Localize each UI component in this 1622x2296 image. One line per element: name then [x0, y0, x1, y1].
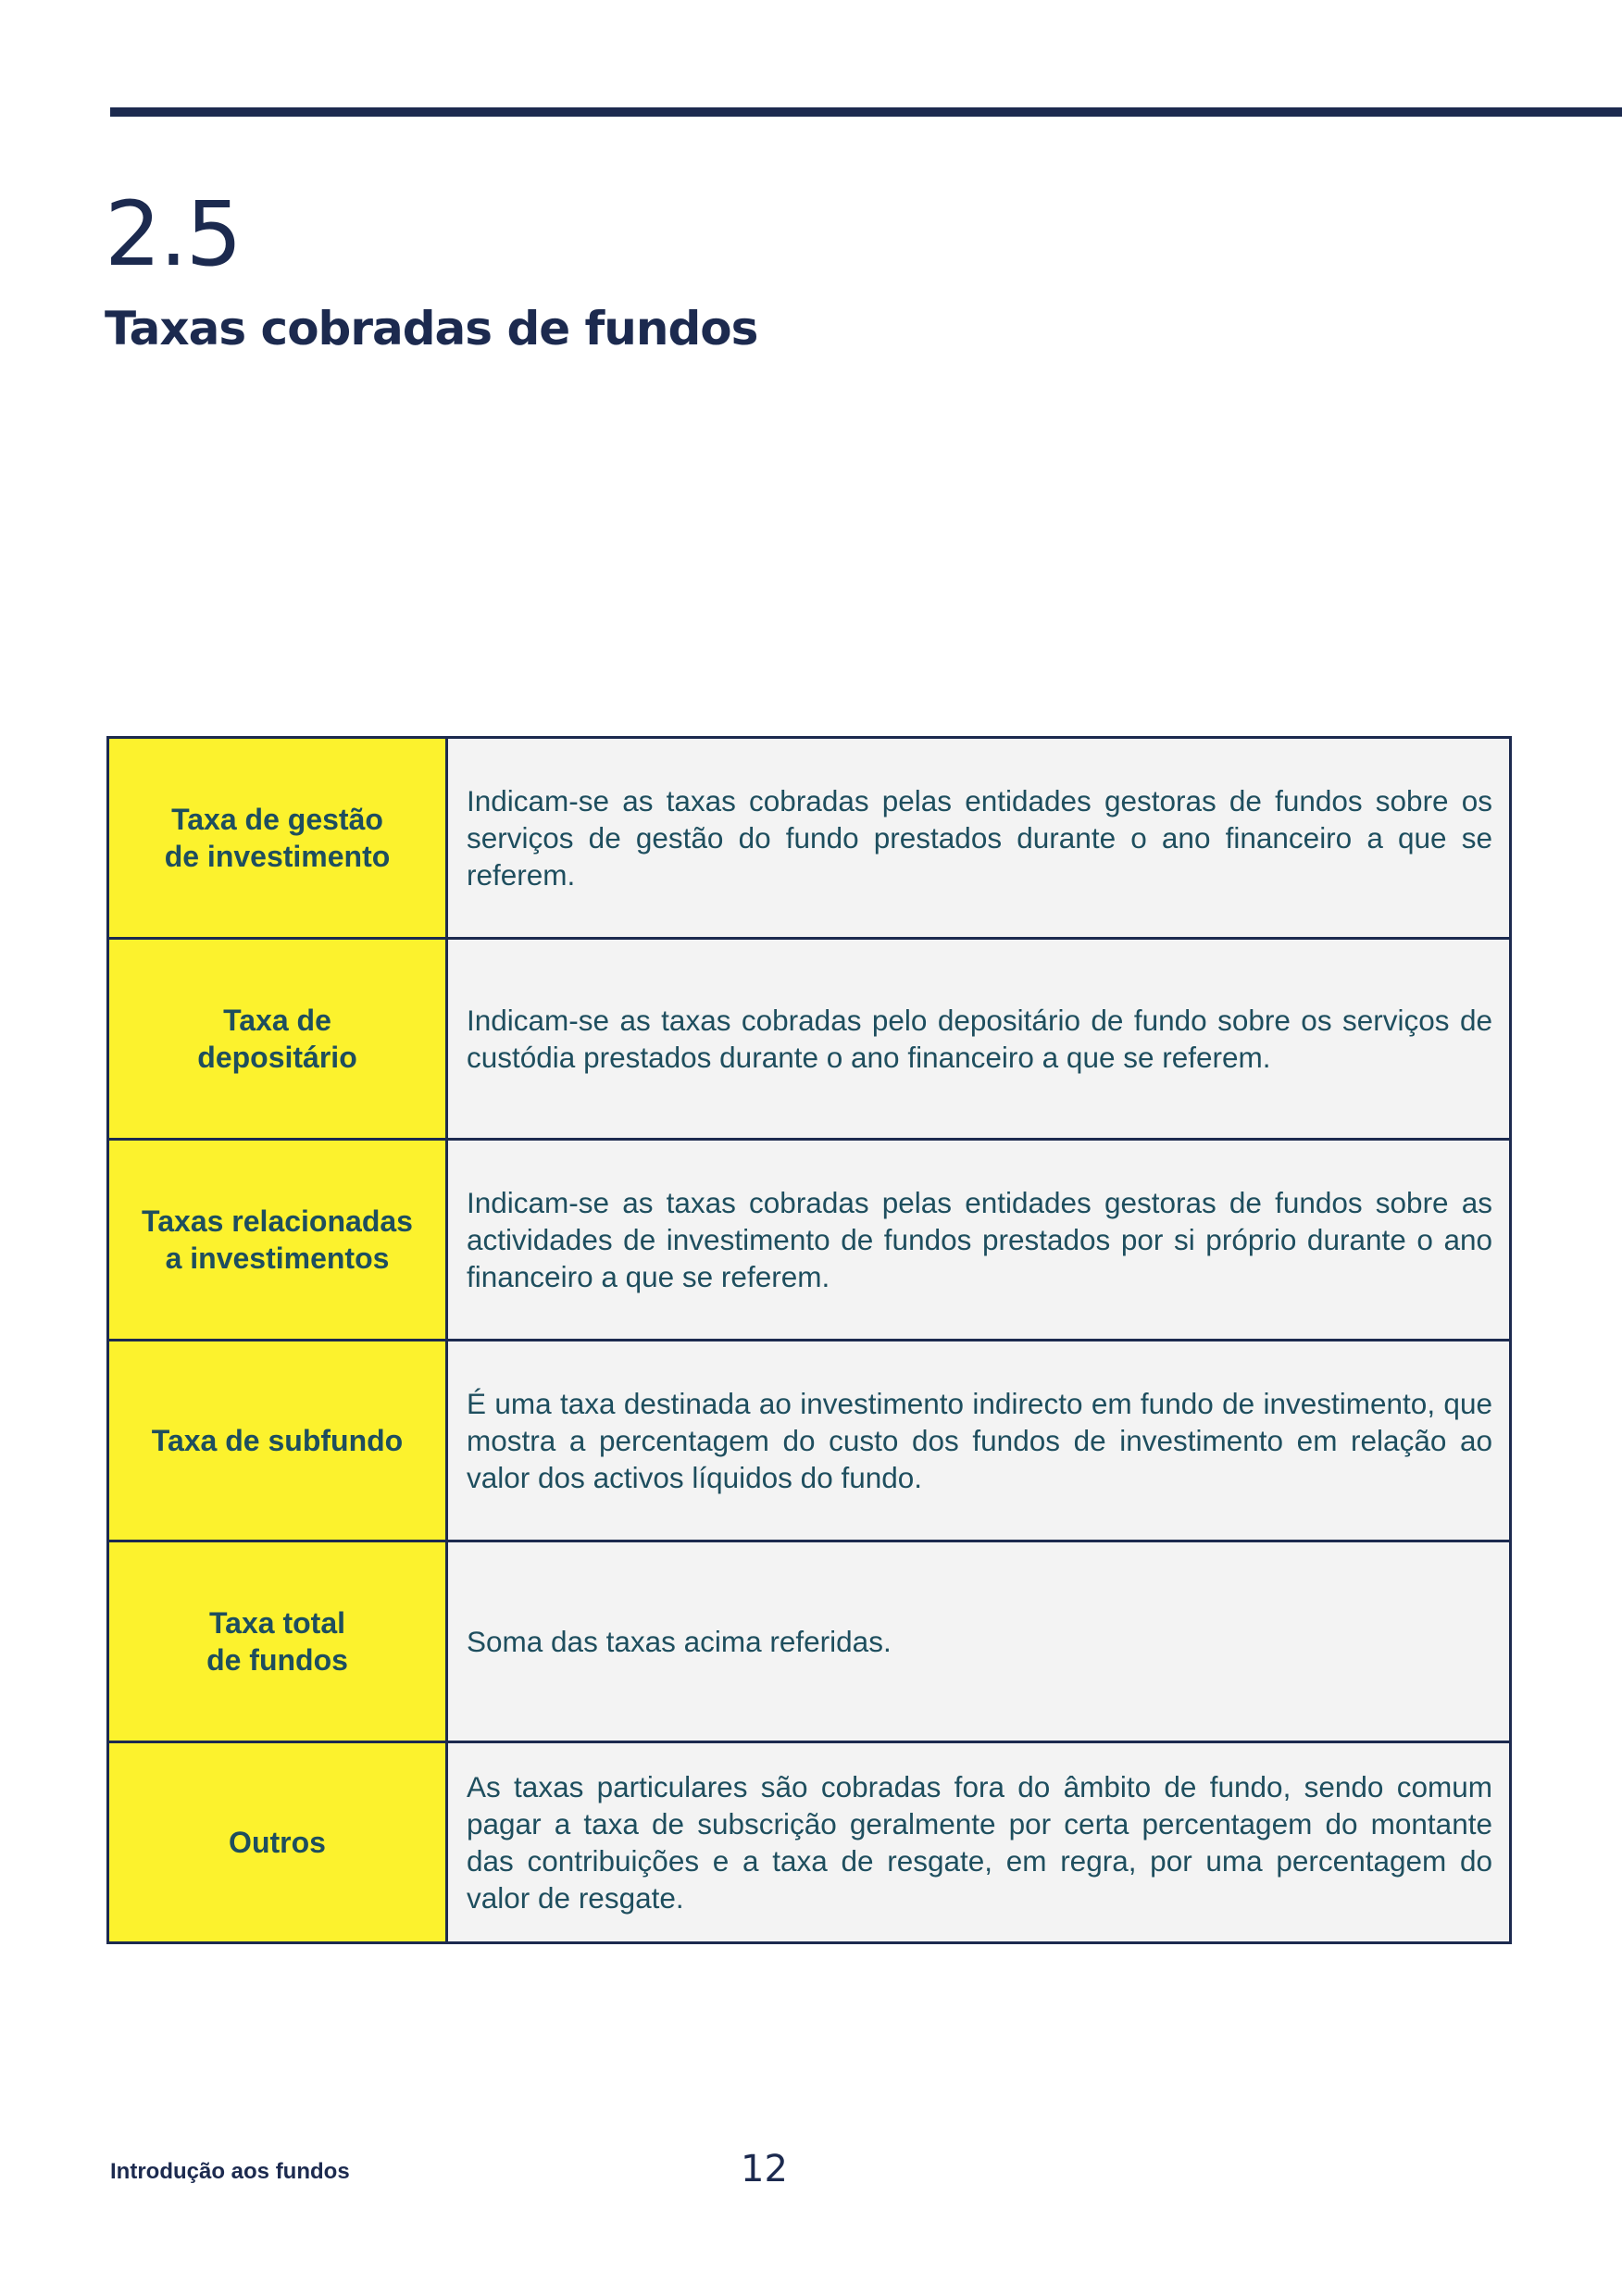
section-title: Taxas cobradas de fundos — [105, 302, 758, 356]
header-rule — [110, 107, 1622, 117]
fee-row — [108, 1140, 1511, 1341]
fee-term — [108, 738, 447, 939]
fee-row — [108, 738, 1511, 939]
fee-term — [108, 1140, 447, 1341]
fee-row — [108, 939, 1511, 1140]
fee-description: Indicam-se as taxas cobradas pelas entidades gestoras de fundos sobre os serviços de gestão do fundo prestados durante o ano financeiro a que se referem. — [447, 738, 1511, 939]
fee-description: Indicam-se as taxas cobradas pelas entidades gestoras de fundos sobre as actividades de investimento de fundos prestados por si próprio durante o ano financeiro a que se referem. — [447, 1140, 1511, 1341]
fee-term-line: Taxa de subfundo — [151, 1424, 404, 1457]
fee-term-line: de fundos — [206, 1643, 348, 1677]
fee-row — [108, 1541, 1511, 1742]
fee-term-line: Taxas relacionadas — [142, 1204, 413, 1238]
fee-term — [108, 1742, 447, 1943]
fee-term — [108, 1541, 447, 1742]
fee-term-line: Taxa de gestão — [171, 803, 383, 836]
fee-term-line: Taxa total — [209, 1606, 345, 1640]
fee-term-line: Taxa de — [223, 1004, 331, 1037]
footer-document-title: Introdução aos fundos — [110, 2159, 350, 2184]
fee-term-line: depositário — [197, 1041, 357, 1074]
fee-description: As taxas particulares são cobradas fora do âmbito de fundo, sendo comum pagar a taxa de subscrição geralmente por certa percentagem do montante das contribuições e a taxa de resgate, em regra, por uma percentagem do valor de resgate. — [447, 1742, 1511, 1943]
fee-term-line: de investimento — [164, 840, 391, 873]
fees-table — [106, 736, 1512, 1944]
fee-term — [108, 1341, 447, 1541]
fee-term — [108, 939, 447, 1140]
fee-description: Indicam-se as taxas cobradas pelo depositário de fundo sobre os serviços de custódia prestados durante o ano financeiro a que se referem. — [447, 939, 1511, 1140]
fee-term-line: a investimentos — [165, 1242, 390, 1275]
fee-row — [108, 1742, 1511, 1943]
fee-description: É uma taxa destinada ao investimento indirecto em fundo de investimento, que mostra a percentagem do custo dos fundos de investimento em relação ao valor dos activos líquidos do fundo. — [447, 1341, 1511, 1541]
fee-description: Soma das taxas acima referidas. — [447, 1541, 1511, 1742]
section-number: 2.5 — [105, 182, 241, 286]
fee-row — [108, 1341, 1511, 1541]
fee-term-line: Outros — [229, 1826, 326, 1859]
page-number: 12 — [741, 2148, 788, 2190]
